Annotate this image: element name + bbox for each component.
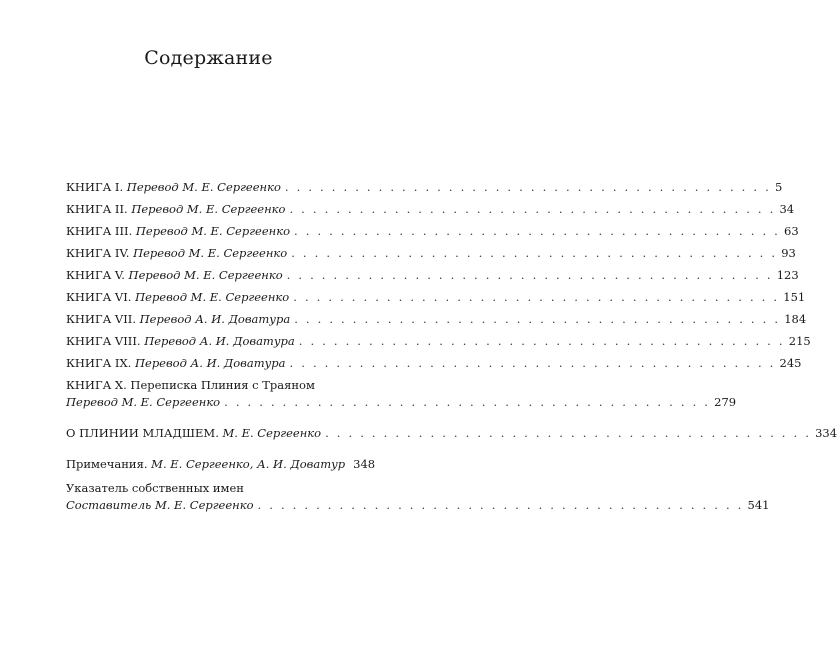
entry-title: О ПЛИНИИ МЛАДШЕМ.	[66, 426, 219, 440]
entry-page: 334	[815, 426, 837, 440]
dot-leader: . . . . . . . . . . . . . . . . . . . . . . . . . . . . . . . . . . . . . . . . . .	[294, 224, 781, 238]
entry-page: 245	[779, 356, 802, 370]
entry-subtitle: Перевод М. Е. Сергеенко	[128, 268, 283, 282]
entry-title: КНИГА IX.	[66, 356, 132, 370]
entry-title: КНИГА III.	[66, 224, 133, 238]
entry-subtitle: Перевод А. И. Доватура	[139, 312, 291, 326]
toc-entry-notes[interactable]	[66, 455, 376, 473]
entry-page: 123	[776, 268, 799, 282]
entry-page: 184	[784, 312, 807, 326]
entry-title: КНИГА II.	[66, 202, 128, 216]
entry-subtitle: Перевод М. Е. Сергеенко	[135, 290, 290, 304]
toc-entry-book-9[interactable]	[66, 354, 802, 372]
toc-entry-book-10[interactable]	[66, 393, 737, 411]
entry-page: 5	[774, 180, 783, 194]
entry-title: КНИГА VIII.	[66, 334, 141, 348]
dot-leader: . . . . . . . . . . . . . . . . . . . . . . . . . . . . . . . . . . . . . . . . . .	[294, 312, 781, 326]
entry-page: 348	[353, 457, 376, 471]
entry-subtitle: Перевод А. И. Доватура	[144, 334, 295, 348]
dot-leader: . . . . . . . . . . . . . . . . . . . . . . . . . . . . . . . . . . . . . . . . . .	[284, 180, 771, 194]
dot-leader: . . . . . . . . . . . . . . . . . . . . . . . . . . . . . . . . . . . . . . . . . .	[257, 498, 744, 512]
toc-entry-about-pliny[interactable]	[66, 424, 837, 442]
entry-page: 279	[714, 395, 737, 409]
entry-subtitle: Перевод М. Е. Сергеенко	[126, 180, 281, 194]
dot-leader: . . . . . . . . . . . . . . . . . . . . . . . . . . . . . . . . . . . . . . . . . .	[289, 356, 776, 370]
entry-subtitle: Перевод М. Е. Сергеенко	[135, 224, 291, 238]
dot-leader: . . . . . . . . . . . . . . . . . . . . . . . . . . . . . . . . . . . . . . . . . .	[293, 290, 780, 304]
toc-entry-book-5[interactable]	[66, 266, 799, 284]
dot-leader: . . . . . . . . . . . . . . . . . . . . . . . . . . . . . . . . . . . . . . . . . .	[298, 334, 785, 348]
entry-page: 151	[783, 290, 806, 304]
toc-entry-book-4[interactable]	[66, 244, 796, 262]
entry-subtitle: Перевод А. И. Доватура	[134, 356, 286, 370]
entry-subtitle: М. Е. Сергеенко, А. И. Доватур	[151, 457, 346, 471]
entry-page: 215	[788, 334, 811, 348]
entry-page: 34	[779, 202, 795, 216]
entry-title: КНИГА V.	[66, 268, 125, 282]
page-title: Содержание	[144, 47, 273, 69]
entry-title: Примечания.	[66, 457, 148, 471]
entry-title: КНИГА IV.	[66, 246, 130, 260]
dot-leader: . . . . . . . . . . . . . . . . . . . . . . . . . . . . . . . . . . . . . . . . . .	[286, 268, 773, 282]
entry-title: КНИГА I.	[66, 180, 124, 194]
toc-entry-index[interactable]	[66, 496, 770, 514]
entry-page: 541	[747, 498, 770, 512]
toc-entry-book-3[interactable]	[66, 222, 799, 240]
toc-entry-book-1[interactable]	[66, 178, 783, 196]
dot-leader: . . . . . . . . . . . . . . . . . . . . . . . . . . . . . . . . . . . . . . . . . .	[289, 202, 776, 216]
entry-title: Указатель собственных имен	[66, 481, 244, 495]
entry-title: КНИГА VII.	[66, 312, 136, 326]
entry-title: КНИГА VI.	[66, 290, 132, 304]
toc-entry-book-8[interactable]	[66, 332, 811, 350]
dot-leader: . . . . . . . . . . . . . . . . . . . . . . . . . . . . . . . . . . . . . . . . . .	[224, 395, 711, 409]
entry-page: 93	[781, 246, 796, 260]
entry-subtitle: Перевод М. Е. Сергеенко	[66, 395, 221, 409]
toc-entry-book-6[interactable]	[66, 288, 806, 306]
entry-page: 63	[784, 224, 799, 238]
entry-subtitle: Составитель М. Е. Сергеенко	[66, 498, 254, 512]
entry-title: КНИГА X. Переписка Плиния с Траяном	[66, 378, 315, 392]
entry-subtitle: Перевод М. Е. Сергеенко	[131, 202, 286, 216]
toc-entry-book-2[interactable]	[66, 200, 795, 218]
dot-leader: . . . . . . . . . . . . . . . . . . . . . . . . . . . . . . . . . . . . . . . . . .	[325, 426, 812, 440]
entry-subtitle: Перевод М. Е. Сергеенко	[133, 246, 288, 260]
toc-entry-book-7[interactable]	[66, 310, 807, 328]
entry-subtitle: М. Е. Сергеенко	[222, 426, 322, 440]
dot-leader: . . . . . . . . . . . . . . . . . . . . . . . . . . . . . . . . . . . . . . . . . .	[291, 246, 778, 260]
